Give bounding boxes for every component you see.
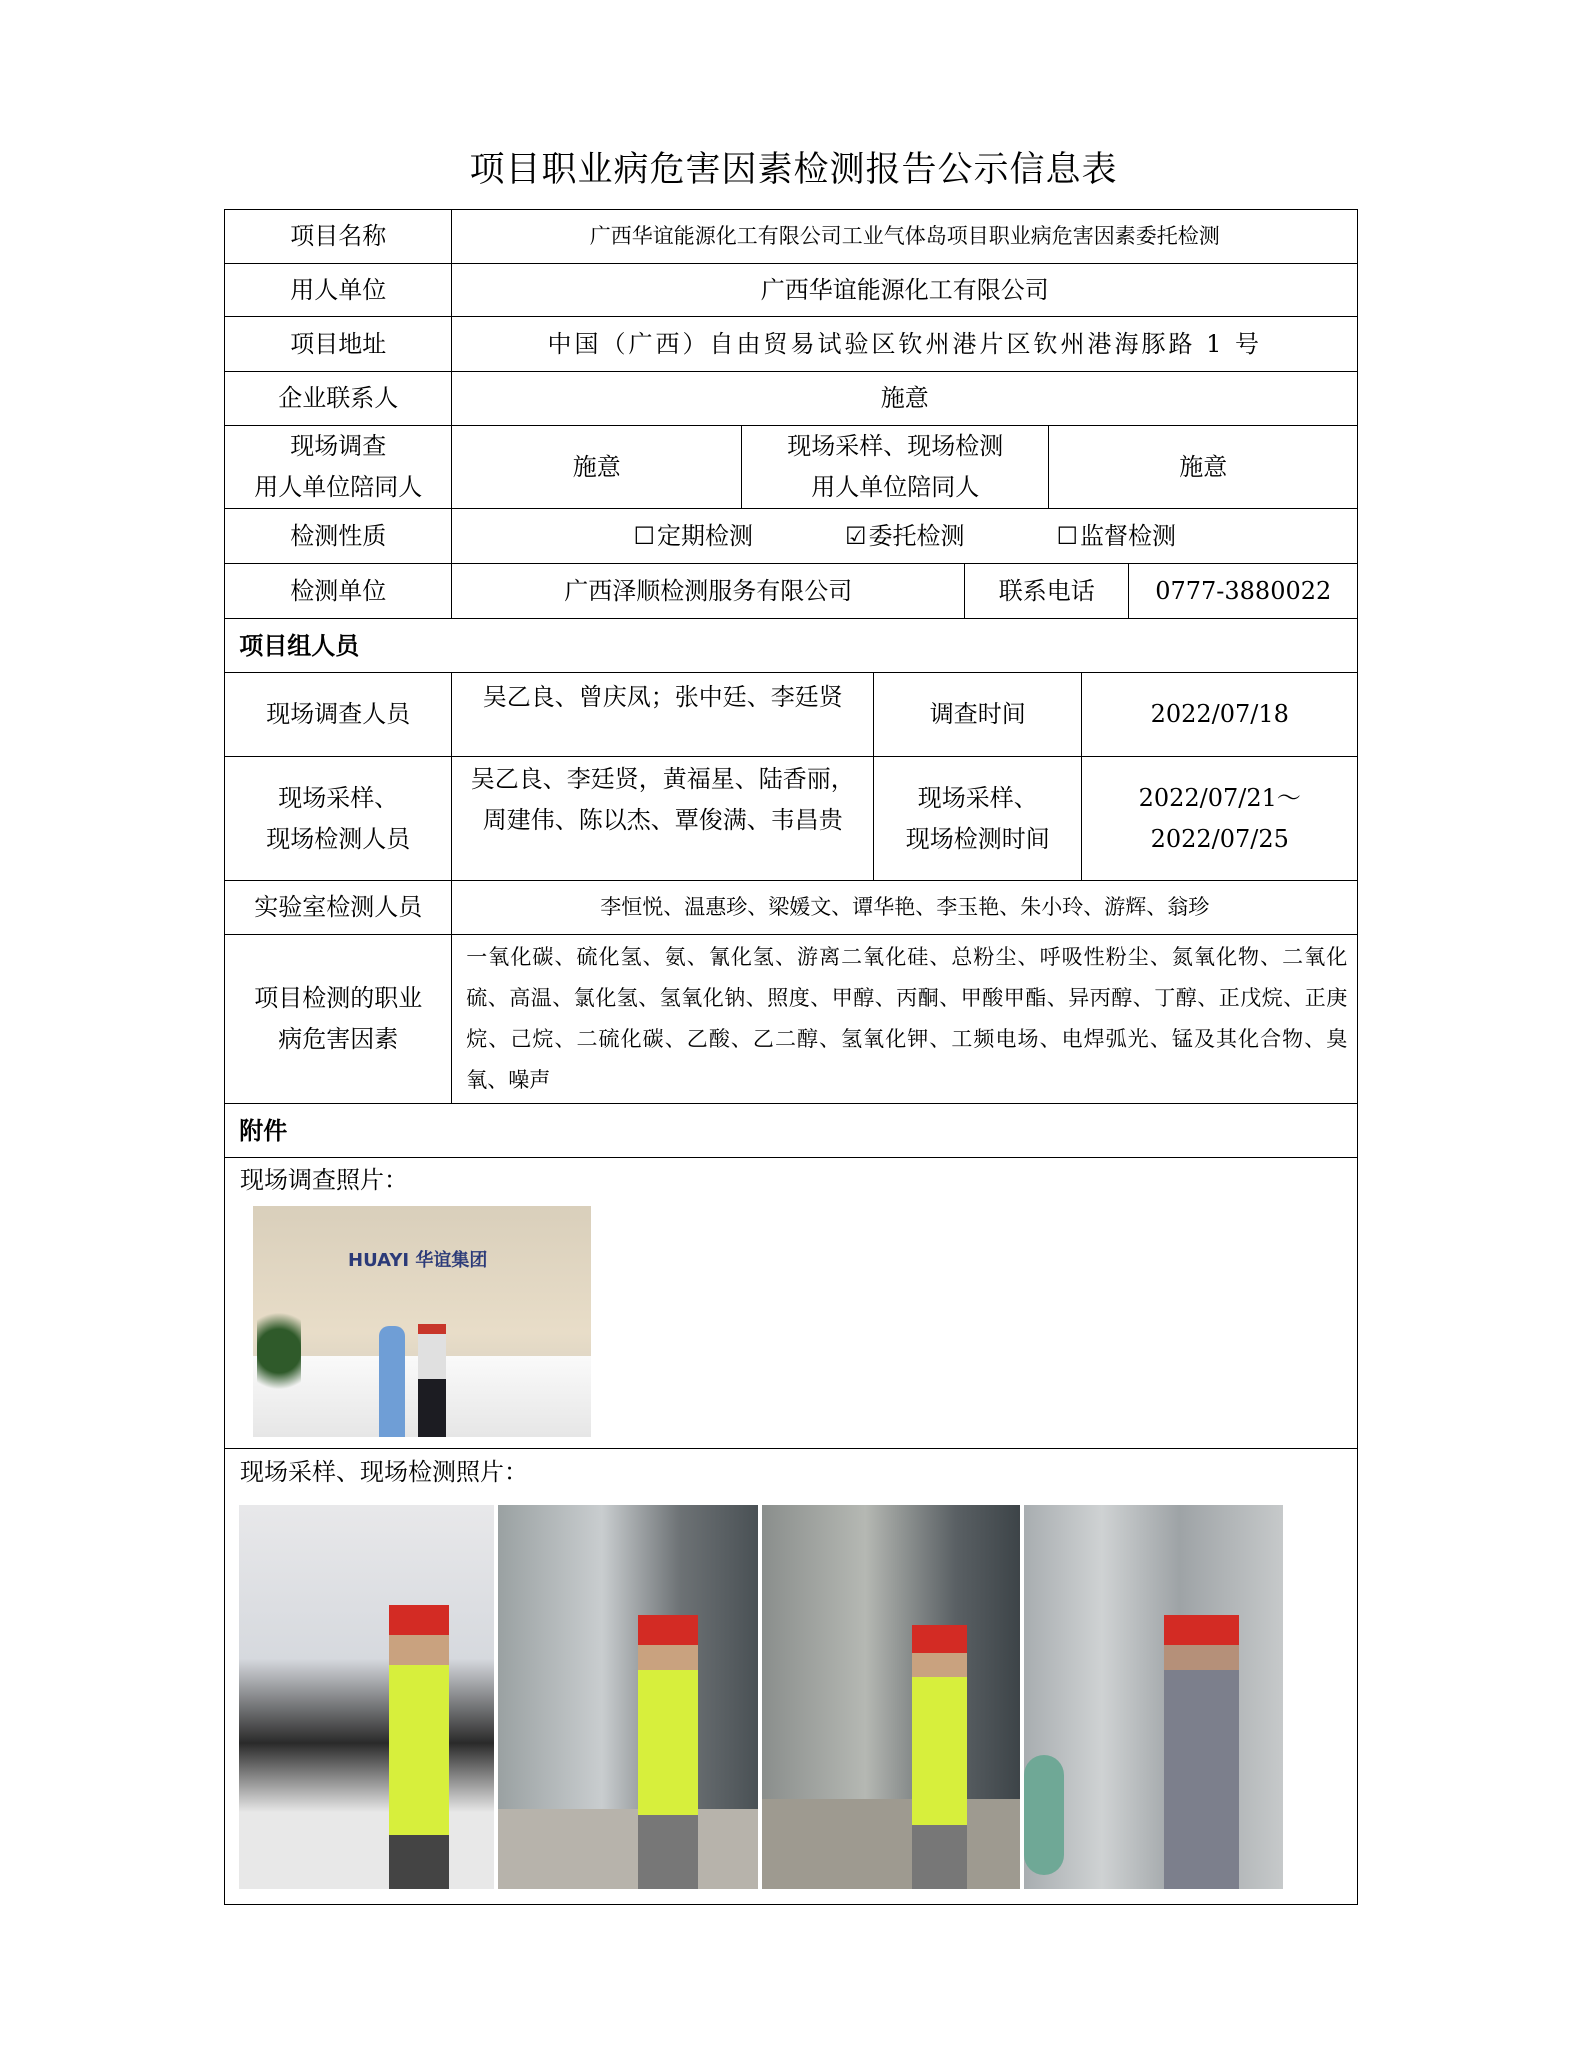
attachments-header: 附件 (224, 1103, 1358, 1158)
phone-label: 联系电话 (964, 563, 1129, 619)
employer-label: 用人单位 (224, 263, 452, 317)
nature-option-commissioned[interactable] (845, 516, 965, 557)
team-header: 项目组人员 (224, 618, 1358, 673)
phone-value: 0777-3880022 (1128, 563, 1358, 619)
factors-label-line2: 病危害因素 (278, 1025, 399, 1054)
project-name-label: 项目名称 (224, 209, 452, 264)
sampling-escort-label (741, 425, 1049, 509)
sampling-staff-value: 吴乙良、李廷贤，黄福星、陆香丽，周建伟、陈以杰、覃俊满、韦昌贵 (451, 756, 874, 881)
plant-icon (257, 1301, 301, 1401)
page-title: 项目职业病危害因素检测报告公示信息表 (469, 150, 1118, 190)
checkbox-unchecked-icon[interactable]: ☐ (1056, 521, 1079, 550)
contact-label: 企业联系人 (224, 371, 452, 426)
checkbox-checked-icon[interactable]: ☑ (844, 521, 867, 550)
sampling-photo-4 (1024, 1505, 1283, 1889)
sampling-staff-label-line2: 现场检测人员 (266, 824, 411, 853)
address-label: 项目地址 (224, 316, 452, 372)
sampling-time-label (873, 756, 1082, 881)
gas-cylinder (1024, 1755, 1064, 1875)
worker-figure (912, 1625, 967, 1889)
sampling-time-value (1081, 756, 1358, 881)
sampling-time-start: 2022/07/21～ (1138, 783, 1301, 812)
sampling-photo-1 (239, 1505, 494, 1889)
survey-photo-caption: 现场调查照片： (240, 1166, 408, 1194)
person-figure (379, 1326, 405, 1437)
nature-options (451, 508, 1358, 564)
nature-option-periodic[interactable] (633, 516, 753, 557)
sampling-photo-3 (762, 1505, 1020, 1889)
sampling-photo-caption: 现场采样、现场检测照片： (240, 1458, 528, 1486)
survey-escort-label-line2: 用人单位陪同人 (254, 473, 423, 502)
sampling-time-label-line2: 现场检测时间 (905, 824, 1050, 853)
employer-value: 广西华谊能源化工有限公司 (451, 263, 1358, 317)
survey-staff-label: 现场调查人员 (224, 672, 452, 757)
sampling-staff-label-line1: 现场采样、 (278, 783, 399, 812)
nature-option-label: 定期检测 (656, 521, 753, 550)
nature-option-label: 委托检测 (868, 521, 965, 550)
checkbox-unchecked-icon[interactable]: ☐ (633, 521, 655, 550)
sampling-photo-2 (498, 1505, 758, 1889)
survey-escort-label-line1: 现场调查 (290, 432, 387, 461)
project-name-value: 广西华谊能源化工有限公司工业气体岛项目职业病危害因素委托检测 (451, 209, 1358, 264)
sampling-time-label-line1: 现场采样、 (917, 783, 1038, 812)
person-figure (418, 1324, 446, 1437)
factors-value: 一氧化碳、硫化氢、氨、氰化氢、游离二氧化硅、总粉尘、呼吸性粉尘、氮氧化物、二氧化硫、高温、氯化氢、氢氧化钠、照度、甲醇、丙酮、甲酸甲酯、异丙醇、丁醇、正戊烷、正庚烷、己烷、二硫化碳、乙酸、乙二醇、氢氧化钾、工频电场、电焊弧光、锰及其化合物、臭氧、噪声 (451, 934, 1358, 1104)
address-value: 中国（广西）自由贸易试验区钦州港片区钦州港海豚路 1 号 (451, 316, 1358, 372)
lab-staff-label: 实验室检测人员 (224, 880, 452, 935)
worker-figure (638, 1615, 698, 1889)
survey-photo (253, 1206, 591, 1437)
survey-time-value: 2022/07/18 (1081, 672, 1358, 757)
agency-label: 检测单位 (224, 563, 452, 619)
sampling-escort-label-line2: 用人单位陪同人 (811, 473, 980, 502)
nature-label: 检测性质 (224, 508, 452, 564)
survey-escort-value: 施意 (451, 425, 742, 509)
agency-value: 广西泽顺检测服务有限公司 (451, 563, 965, 619)
nature-option-label: 监督检测 (1080, 521, 1177, 550)
contact-value: 施意 (451, 371, 1358, 426)
sampling-time-end: 2022/07/25 (1150, 824, 1289, 853)
factors-label (224, 934, 452, 1104)
nature-option-supervisory[interactable] (1057, 516, 1177, 557)
survey-time-label: 调查时间 (873, 672, 1082, 757)
sampling-escort-value: 施意 (1048, 425, 1358, 509)
lab-staff-value: 李恒悦、温惠珍、梁媛文、谭华艳、李玉艳、朱小玲、游辉、翁珍 (451, 880, 1358, 935)
survey-staff-value: 吴乙良、曾庆凤；张中廷、李廷贤 (451, 672, 874, 757)
factors-label-line1: 项目检测的职业 (254, 984, 423, 1013)
survey-escort-label (224, 425, 452, 509)
worker-figure (1164, 1615, 1239, 1889)
sampling-staff-label (224, 756, 452, 881)
worker-figure (389, 1605, 449, 1889)
sampling-escort-label-line1: 现场采样、现场检测 (787, 432, 1004, 461)
photo-logo-sign: HUAYI 华谊集团 (348, 1250, 488, 1271)
